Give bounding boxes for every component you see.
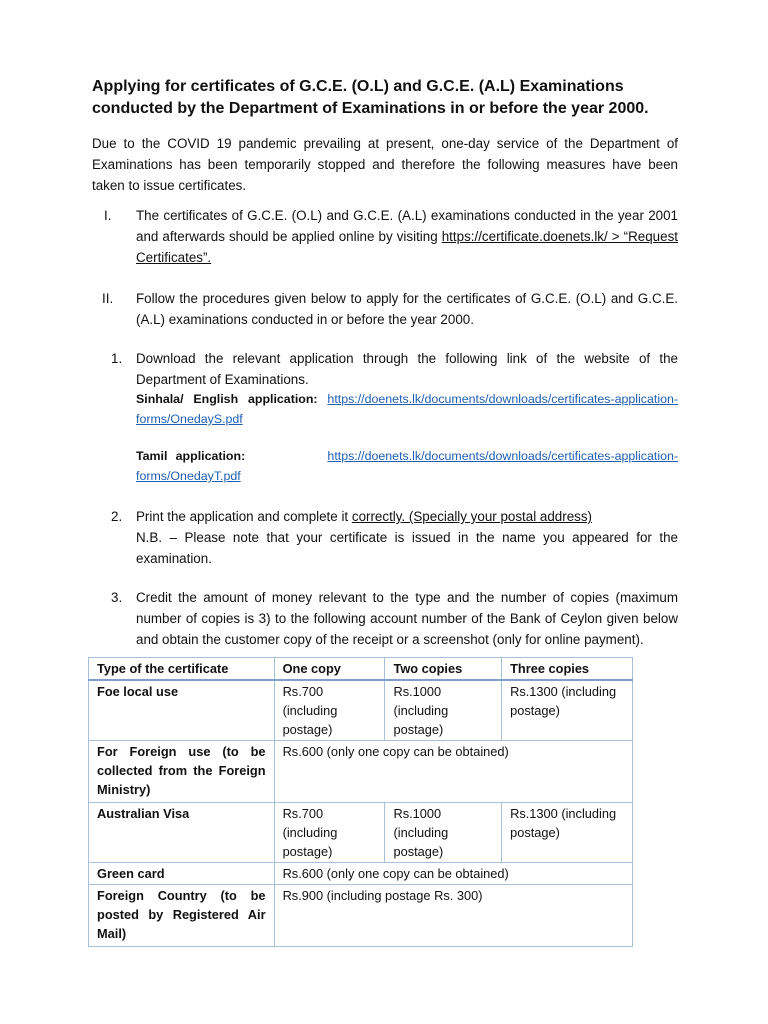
table-row xyxy=(89,680,633,741)
table-row xyxy=(89,885,633,947)
tamil-application-label: Tamil application: xyxy=(136,449,246,463)
table-row xyxy=(89,741,633,803)
step-1-marker: 1. xyxy=(111,351,123,366)
price-merged: Rs.600 (only one copy can be obtained) xyxy=(274,863,632,885)
section-2-marker: II. xyxy=(102,291,114,306)
sinhala-application-line xyxy=(136,389,678,429)
header-two-copies: Two copies xyxy=(385,658,502,681)
header-one-copy: One copy xyxy=(274,658,385,681)
table-row xyxy=(89,863,633,885)
price-merged: Rs.900 (including postage Rs. 300) xyxy=(274,885,632,947)
document-title: Applying for certificates of G.C.E. (O.L) and G.C.E. (A.L) Examinations conducted by the Department of Examinations in or before the year 2000. xyxy=(92,78,649,117)
section-1-marker: I. xyxy=(104,208,112,223)
table-header-row xyxy=(89,658,633,681)
price-one-copy: Rs.700 (including postage) xyxy=(274,803,385,863)
section-2-paragraph: Follow the procedures given below to apply for the certificates of G.C.E. (O.L) and G.C.E. (A.L) examinations conducted in or before the year 2000. xyxy=(136,291,678,327)
row-type: For Foreign use (to be collected from the Foreign Ministry) xyxy=(89,741,275,803)
step-3-marker: 3. xyxy=(111,590,123,605)
header-type: Type of the certificate xyxy=(89,658,275,681)
step-3-text: Credit the amount of money relevant to the type and the number of copies (maximum number of copies is 3) to the following account number of the Bank of Ceylon given below and obtain the customer copy of the receipt or a screenshot (only for online payment). xyxy=(136,590,678,647)
header-three-copies: Three copies xyxy=(502,658,633,681)
request-certificates-link[interactable]: https://certificate.doenets.lk/ > “Request Certificates”. xyxy=(136,229,678,265)
price-one-copy: Rs.700 (including postage) xyxy=(274,680,385,741)
step-2-instruction: Print the application and complete it xyxy=(136,509,352,524)
intro-paragraph: Due to the COVID 19 pandemic prevailing at present, one-day service of the Department of Examinations has been temporarily stopped and therefore the following measures have been taken to issue certificates. xyxy=(92,136,678,193)
step-1-text: Download the relevant application through the following link of the website of the Department of Examinations. xyxy=(136,351,678,387)
sinhala-application-label: Sinhala/ English application: xyxy=(136,392,318,406)
sinhala-application-link[interactable]: https://doenets.lk/documents/downloads/certificates-application-forms/OnedayS.pdf xyxy=(136,392,678,426)
step-2-note: N.B. – Please note that your certificate is issued in the name you appeared for the examination. xyxy=(136,530,678,566)
row-type: Australian Visa xyxy=(89,803,275,863)
section-1-text: The certificates of G.C.E. (O.L) and G.C.E. (A.L) examinations conducted in the year 2001 and afterwards should be applied online by visiting xyxy=(136,208,678,244)
section-1-paragraph xyxy=(136,205,678,268)
step-2-text xyxy=(136,506,678,527)
price-two-copies: Rs.1000 (including postage) xyxy=(385,680,502,741)
row-type: Green card xyxy=(89,863,275,885)
tamil-application-line xyxy=(136,446,678,486)
row-type: Foe local use xyxy=(89,680,275,741)
tamil-application-link[interactable]: https://doenets.lk/documents/downloads/certificates-application-forms/OnedayT.pdf xyxy=(136,449,678,483)
price-three-copies: Rs.1300 (including postage) xyxy=(502,680,633,741)
row-type: Foreign Country (to be posted by Registered Air Mail) xyxy=(89,885,275,947)
step-2-marker: 2. xyxy=(111,509,123,524)
certificate-fee-table xyxy=(88,657,633,947)
step-2-emphasis: correctly. (Specially your postal address) xyxy=(351,509,593,524)
table-row xyxy=(89,803,633,863)
price-merged: Rs.600 (only one copy can be obtained) xyxy=(274,741,632,803)
price-two-copies: Rs.1000 (including postage) xyxy=(385,803,502,863)
price-three-copies: Rs.1300 (including postage) xyxy=(502,803,633,863)
